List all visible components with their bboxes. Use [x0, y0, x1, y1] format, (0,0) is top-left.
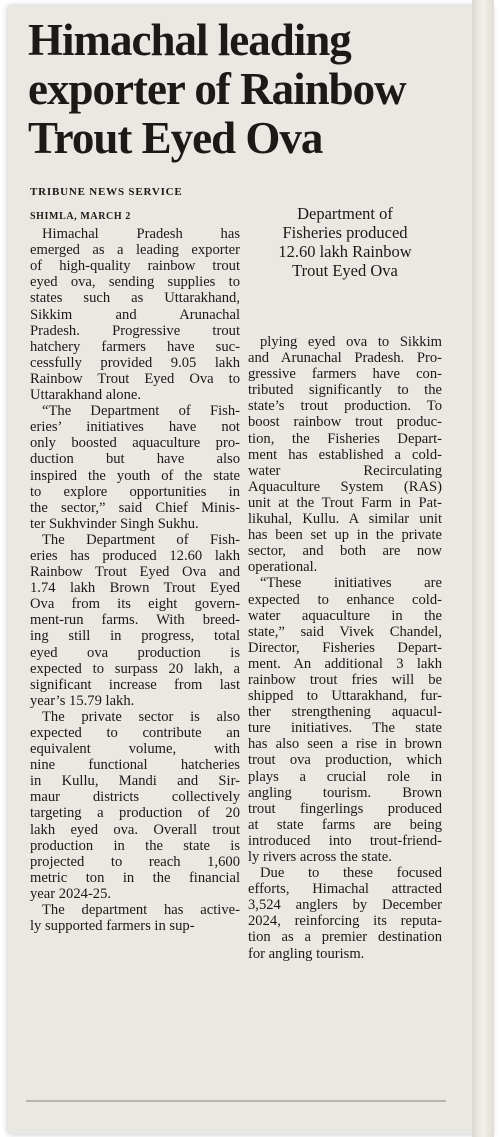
- text-line: introduced into trout-friend-: [248, 832, 442, 849]
- headline-line: Trout Eyed Ova: [28, 113, 323, 163]
- text-line: Aquaculture System (RAS): [248, 478, 442, 495]
- text-line: expected to enhance cold-: [248, 591, 442, 608]
- text-line: duction but have also: [30, 451, 240, 468]
- text-line: The private sector is also: [42, 708, 240, 725]
- text-line: ment. An additional 3 lakh: [248, 655, 442, 672]
- text-line: emerged as a leading exporter: [30, 242, 240, 259]
- text-line: Uttarakhand alone.: [30, 387, 142, 404]
- text-line: likuhal, Kullu. A similar unit: [248, 511, 442, 528]
- text-line: year 2024-25.: [30, 885, 112, 902]
- text-line: state,” said Vivek Chandel,: [248, 623, 442, 640]
- text-line: 3,524 anglers by December: [248, 897, 442, 914]
- text-line: ture initiatives. The state: [248, 720, 442, 737]
- text-line: eyed ova production is: [30, 644, 240, 661]
- text-line: boost rainbow trout produc-: [248, 414, 442, 431]
- text-line: metric ton in the financial: [30, 869, 240, 886]
- text-line: production in the state is: [30, 837, 240, 854]
- text-line: for angling tourism.: [248, 945, 365, 962]
- text-line: ly rivers across the state.: [248, 849, 392, 865]
- text-line: water aquaculture in the: [248, 607, 442, 624]
- text-line: Sikkim and Arunachal: [30, 306, 240, 323]
- text-line: The department has active-: [42, 902, 240, 919]
- page-edge: [472, 0, 494, 1137]
- text-line: sector, and both are now: [248, 543, 442, 560]
- paragraph: [30, 709, 240, 902]
- text-line: expected to contribute an: [30, 725, 240, 741]
- text-line: tion, the Fisheries Depart-: [248, 430, 442, 447]
- text-line: efforts, Himachal attracted: [248, 881, 442, 898]
- pull-quote-line: Fisheries produced: [282, 223, 408, 242]
- text-line: hatchery farmers have suc-: [30, 338, 240, 355]
- text-line: significant increase from last: [30, 676, 240, 693]
- text-line: eries has produced 12.60 lakh: [30, 547, 240, 564]
- paragraph: [30, 902, 240, 934]
- text-line: eyed ova, sending supplies to: [30, 274, 240, 291]
- text-line: rainbow trout fries will be: [248, 671, 442, 688]
- text-line: ly supported farmers in sup-: [30, 918, 195, 935]
- pull-quote: [248, 204, 442, 280]
- text-line: angling tourism. Brown: [248, 784, 442, 801]
- text-line: tion as a premier destination: [248, 929, 442, 946]
- text-line: plying eyed ova to Sikkim: [260, 334, 442, 350]
- text-line: lakh eyed ova. Overall trout: [30, 821, 240, 838]
- pull-quote-line: Trout Eyed Ova: [292, 261, 398, 280]
- text-line: Himachal Pradesh has: [42, 226, 240, 243]
- text-line: state’s trout production. To: [248, 398, 442, 415]
- text-line: Pradesh. Progressive trout: [30, 322, 240, 339]
- paragraph: [30, 532, 240, 709]
- text-line: 2024, reinforcing its reputa-: [248, 913, 442, 930]
- text-line: of high-quality rainbow trout: [30, 258, 240, 275]
- paragraph: [30, 403, 240, 532]
- text-line: Due to these focused: [260, 865, 442, 882]
- column-1-body: [30, 226, 240, 934]
- text-line: shipped to Uttarakhand, fur-: [248, 688, 442, 705]
- text-line: has also seen a rise in brown: [248, 736, 442, 753]
- text-line: maur districts collectively: [30, 789, 240, 806]
- text-line: states such as Uttarakhand,: [30, 290, 240, 307]
- text-line: ter Sukhvinder Singh Sukhu.: [30, 515, 199, 532]
- text-line: to explore opportunities in: [30, 483, 240, 500]
- text-line: year’s 15.79 lakh.: [30, 692, 135, 709]
- text-line: Ova from its eight govern-: [30, 596, 240, 613]
- text-line: tributed significantly to the: [248, 382, 442, 399]
- text-line: equivalent volume, with: [30, 741, 240, 758]
- text-line: ing still in progress, total: [30, 628, 240, 645]
- text-line: cessfully provided 9.05 lakh: [30, 354, 240, 371]
- text-line: inspired the youth of the state: [30, 467, 240, 484]
- headline-line: Himachal leading: [28, 15, 351, 65]
- article-column-1: [30, 209, 240, 934]
- text-line: water Recirculating: [248, 462, 442, 479]
- text-line: “The Department of Fish-: [42, 403, 240, 420]
- headline-line: exporter of Rainbow: [28, 64, 406, 114]
- text-line: eries’ initiatives have not: [30, 419, 240, 436]
- text-line: plays a crucial role in: [248, 768, 442, 785]
- text-line: nine functional hatcheries: [30, 757, 240, 774]
- text-line: trout fingerlings produced: [248, 800, 442, 817]
- text-line: ment-run farms. With breed-: [30, 612, 240, 629]
- text-line: ment has established a cold-: [248, 446, 442, 463]
- text-line: unit at the Trout Farm in Pat-: [248, 494, 442, 511]
- text-line: and Arunachal Pradesh. Pro-: [248, 350, 442, 367]
- text-line: gressive farmers have con-: [248, 366, 442, 383]
- text-line: ther strengthening aquacul-: [248, 704, 442, 721]
- text-line: the sector,” said Chief Minis-: [30, 499, 240, 516]
- text-line: only boosted aquaculture pro-: [30, 435, 240, 452]
- dateline: SHIMLA, MARCH 2: [30, 211, 131, 222]
- paragraph: [248, 865, 442, 962]
- text-line: has been set up in the private: [248, 527, 442, 544]
- column-2-body: [248, 334, 442, 962]
- text-line: The Department of Fish-: [42, 531, 240, 548]
- paragraph: [248, 334, 442, 575]
- byline: TRIBUNE NEWS SERVICE: [30, 186, 183, 198]
- text-line: in Kullu, Mandi and Sir-: [30, 773, 240, 790]
- bottom-rule: [26, 1100, 446, 1102]
- text-line: operational.: [248, 559, 318, 576]
- text-line: at state farms are being: [248, 816, 442, 833]
- pull-quote-line: Department of: [297, 204, 393, 223]
- text-line: “These initiatives are: [260, 575, 442, 592]
- paragraph: [30, 226, 240, 403]
- text-line: trout ova production, which: [248, 752, 442, 769]
- article-column-2: [248, 334, 442, 962]
- text-line: Rainbow Trout Eyed Ova to: [30, 370, 240, 387]
- text-line: 1.74 lakh Brown Trout Eyed: [30, 580, 240, 597]
- headline: [28, 16, 448, 163]
- paragraph: [248, 575, 442, 865]
- text-line: projected to reach 1,600: [30, 853, 240, 870]
- pull-quote-line: 12.60 lakh Rainbow: [278, 242, 412, 261]
- text-line: Rainbow Trout Eyed Ova and: [30, 564, 240, 581]
- text-line: Director, Fisheries Depart-: [248, 639, 442, 656]
- text-line: expected to surpass 20 lakh, a: [30, 660, 240, 677]
- text-line: targeting a production of 20: [30, 805, 240, 822]
